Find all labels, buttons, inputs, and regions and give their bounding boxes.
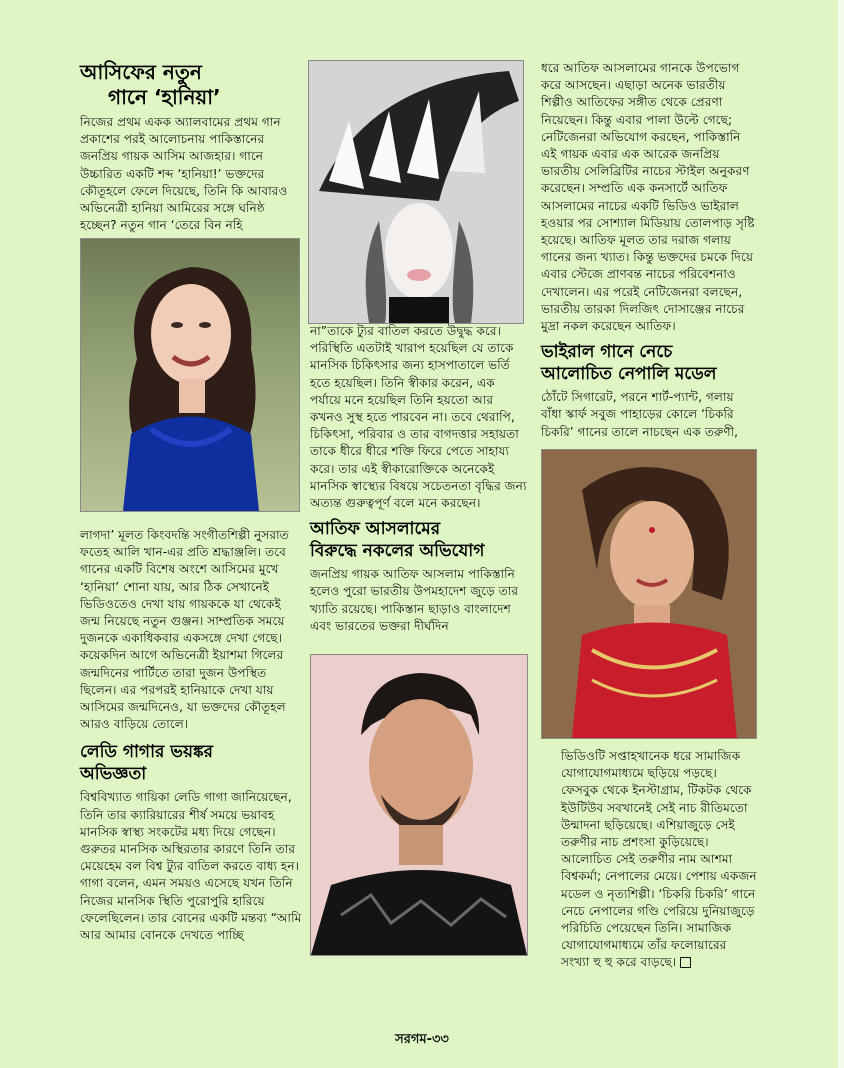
gaga-illustration	[309, 61, 523, 323]
gaga-photo	[308, 60, 524, 324]
atif-photo	[310, 654, 528, 956]
hania-headline	[80, 60, 300, 110]
hania-photo	[80, 238, 300, 512]
nepali-model-photo	[541, 449, 757, 739]
atif-paragraph-2: ধরে আতিফ আসলামের গানকে উপভোগ করে আসছেন। এছাড়া অনেক ভারতীয় শিল্পীও আতিফের সঙ্গীত থেকে প্রেরণা নিয়েছেন। কিন্তু এবার পালা উল্টে গেছে; নেটিজেনরা অভিযোগ করছেন, পাকিস্তানি এই গায়ক এবার এক আরেক জনপ্রিয় ভারতীয় সেলিব্রিটির নাচের স্টাইল অনুকরণ করেছেন। সম্প্রতি এক কনসার্টে আতিফ আসলামের নাচের একটি ভিডিও ভাইরাল হওয়ার পর সোশ্যাল মিডিয়ায় তোলপাড় সৃষ্টি হয়েছে। আতিফ মূলত তার দরাজ গলায় গানের জন্য খ্যাত। কিন্তু ভক্তদের চমকে দিয়ে এবার স্টেজে প্রাণবন্ত নাচের পরিবেশনাও দেখালেন। এর পরেই নেটিজেনরা বলছেন, ভারতীয় তারকা দিলজিৎ দোসাঞ্জের নাচের মুদ্রা নকল করেছেন আতিফ।	[541, 61, 755, 334]
page-edge	[838, 0, 844, 1068]
atif-paragraph-1: জনপ্রিয় গায়ক আতিফ আসলাম পাকিস্তানি হলেও পুরো ভারতীয় উপমহাদেশ জুড়ে তার খ্যাতি রয়েছে। পাকিস্তান ছাড়াও বাংলাদেশ এবং ভারতের ভক্তরা দীর্ঘদিন	[310, 567, 519, 633]
hania-title-line2: গানে ‘হানিয়া’	[108, 85, 221, 109]
column-middle	[310, 323, 528, 635]
nepali-headline	[541, 341, 757, 385]
gaga-title-line1: লেডি গাগার ভয়ঙ্কর	[80, 742, 213, 763]
atif-title-line1: আতিফ আসলামের	[310, 519, 441, 540]
column-left-lower	[80, 527, 302, 944]
atif-title-line2: বিরুদ্ধে নকলের অভিযোগ	[310, 541, 485, 562]
nepali-paragraph-1: ঠোঁটে সিগারেট, পরনে শার্ট-প্যান্ট, গলায় বাঁধা স্কার্ফ সবুজ পাহাড়ের কোলে ‘চিকরি চিকরি’ গানের তালে নাচছেন এক তরুণী,	[541, 390, 739, 439]
hania-paragraph-1: নিজের প্রথম একক অ্যালবামের প্রথম গান প্রকাশের পরই আলোচনায় পাকিস্তানের জনপ্রিয় গায়ক আসিম আজহার। গানে উচ্চারিত একটি শব্দ ‘হানিয়া!’ ভক্তদের কৌতূহলে ফেলে দিয়েছে, তিনি কি আবারও অভিনেত্রী হানিয়া আমিরের সঙ্গে ঘনিষ্ঠ হচ্ছেন? নতুন গান ‘তেরে বিন নহি	[80, 115, 288, 233]
gaga-headline	[80, 741, 302, 785]
nepali-title-line1: ভাইরাল গানে নেচে	[541, 342, 673, 363]
nepali-paragraph-2-text: ভিডিওটি সপ্তাহখানেক ধরে সামাজিক যোগাযোগমাধ্যমে ছড়িয়ে পড়ছে। ফেসবুক থেকে ইনস্টাগ্রাম, টিকটক থেকে ইউটিউব সবখানেই সেই নাচ রীতিমতো উন্মাদনা ছড়িয়েছে। এশিয়াজুড়ে সেই তরুণীর নাচ প্রশংসা কুড়িয়েছে। আলোচিত সেই তরুণীর নাম আশমা বিশ্বকর্মা; নেপালের মেয়ে। পেশায় একজন মডেল ও নৃত্যশিল্পী। ‘চিকরি চিকরি’ গানে নেচে নেপালের গণ্ডি পেরিয়ে দুনিয়াজুড়ে পরিচিতি পেয়েছেন তিনি। সামাজিক যোগাযোগমাধ্যমে তাঁর ফলোয়ারের সংখ্যা হু হু করে বাড়ছে।	[561, 749, 757, 970]
column-left	[80, 60, 300, 234]
nepali-model-illustration	[542, 450, 756, 738]
hania-title-line1: আসিফের নতুন	[80, 60, 202, 84]
nepali-title-line2: আলোচিত নেপালি মডেল	[541, 364, 717, 385]
column-right	[541, 60, 757, 441]
page-footer: সরগম-৩৩	[395, 1032, 449, 1047]
gaga-paragraph-1: বিশ্ববিখ্যাত গায়িকা লেডি গাগা জানিয়েছেন, তিনি তার ক্যারিয়ারের শীর্ষ সময়ে ভয়াবহ মানসিক স্বাস্থ্য সংকটের মধ্য দিয়ে গেছেন। গুরুতর মানসিক অস্থিরতার কারণে তিনি তার মেয়েহেম বল বিশ্ব ট্যুর বাতিল করতে বাধ্য হন। গাগা বলেন, এমন সময়ও এসেছে যখন তিনি নিজের মানসিক স্থিতি পুরোপুরি হারিয়ে ফেলেছিলেন। তার বোনের একটি মন্তব্য “আমি আর আমার বোনকে দেখতে পাচ্ছি	[80, 790, 302, 943]
atif-headline	[310, 518, 528, 562]
hania-paragraph-2: লাগদা’ মূলত কিংবদন্তি সংগীতশিল্পী নুসরাত ফতেহ আলি খান-এর প্রতি শ্রদ্ধাঞ্জলি। তবে গানের একটি বিশেষ অংশে আসিমের মুখে ‘হানিয়া’ শোনা যায়, আর ঠিক সেখানেই ভিডিওতেও দেখা যায় গায়ককে যা থেকেই জন্ম নিয়েছে নতুন গুঞ্জন। সাম্প্রতিক সময়ে দুজনকে একাধিকবার একসঙ্গে দেখা গেছে। কয়েকদিন আগে অভিনেত্রী ইয়াশমা গিলের জন্মদিনের পার্টিতে তারা দুজন উপস্থিত ছিলেন। এর পরপরই হানিয়াকে দেখা যায় আসিমের জন্মদিনেও, যা ভক্তদের কৌতূহল আরও বাড়িয়ে তোলে।	[80, 528, 289, 732]
hania-illustration	[81, 239, 299, 511]
gaga-paragraph-2: না”তাকে ট্যুর বাতিল করতে উদ্বুদ্ধ করে। পরিস্থিতি এতটাই খারাপ হয়েছিল যে তাকে মানসিক চিকিৎসার জন্য হাসপাতালে ভর্তি হতে হয়েছিল। তিনি স্বীকার করেন, এক পর্যায়ে মনে হয়েছিল তিনি হয়তো আর কখনও সুস্থ হতে পারবেন না। তবে থেরাপি, চিকিৎসা, পরিবার ও তার বাগদত্তার সহায়তা তাকে ধীরে ধীরে শক্তি ফিরে পেতে সাহায্য করে। তার এই স্বীকারোক্তিকে অনেকেই মানসিক স্বাস্থ্যের বিষয়ে সচেতনতা বৃদ্ধির জন্য অত্যন্ত গুরুত্বপূর্ণ বলে মনে করছেন।	[310, 324, 527, 511]
column-right-lower	[561, 748, 757, 972]
nepali-paragraph-2	[561, 748, 757, 972]
atif-illustration	[311, 655, 527, 955]
end-mark-square	[680, 957, 691, 968]
gaga-title-line2: অভিজ্ঞতা	[80, 764, 147, 785]
